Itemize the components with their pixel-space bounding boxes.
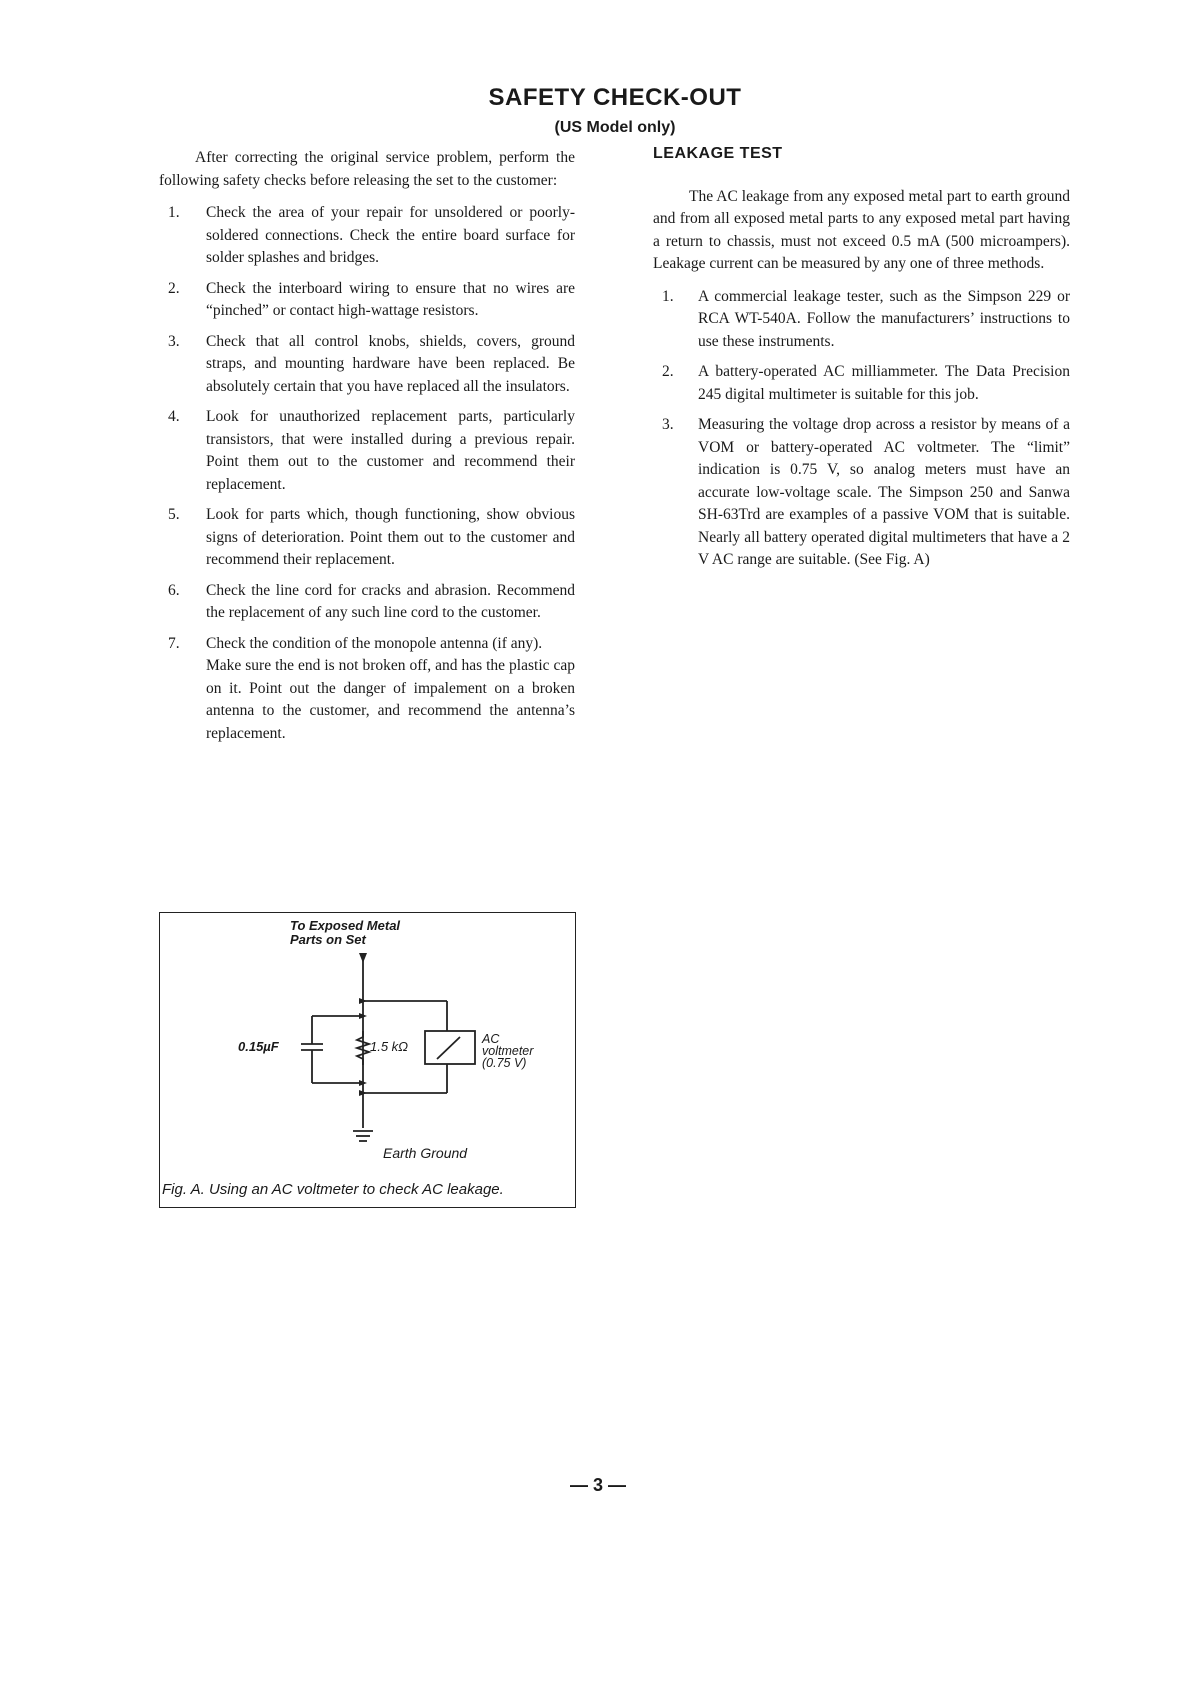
item-number: 6. xyxy=(168,581,180,599)
item-text: Check the area of your repair for unsoldered or poorly-soldered connections. Check the entire board surface for solder splashes and bridges. xyxy=(206,204,575,266)
right-intro: The AC leakage from any exposed metal part to earth ground and from all exposed metal parts to any exposed metal part having a return to chassis, must not exceed 0.5 mA (500 microampers). Leakage current can be measured by any one of three methods. xyxy=(653,187,1070,272)
item-number: 2. xyxy=(662,363,674,380)
page-number: — 3 — xyxy=(570,1475,627,1495)
leakage-methods xyxy=(653,286,1070,572)
page-subtitle: (US Model only) xyxy=(554,119,676,136)
voltmeter-label-line2: voltmeter xyxy=(482,1044,534,1058)
list-item xyxy=(159,278,575,323)
item-text: A battery-operated AC milliammeter. The Data Precision 245 digital multimeter is suitable for this job. xyxy=(698,363,1070,403)
list-item xyxy=(159,633,575,746)
item-number: 2. xyxy=(168,279,180,297)
right-column xyxy=(653,143,1070,580)
top-label-line1: To Exposed Metal xyxy=(290,918,401,933)
item-text: Look for unauthorized replacement parts, particularly transistors, that were installed during a previous repair. Point them out to the customer and recommend their replacement. xyxy=(206,408,575,493)
item-text-continued: Make sure the end is not broken off, and has the plastic cap on it. Point out the danger of impalement on a broken antenna to the customer, and recommend the antenna’s replacement. xyxy=(206,657,575,742)
safety-checklist xyxy=(159,202,575,745)
left-column xyxy=(159,147,575,753)
list-item xyxy=(159,331,575,399)
capacitor-label: 0.15µF xyxy=(238,1039,279,1054)
item-number: 4. xyxy=(168,408,180,425)
item-number: 1. xyxy=(662,287,674,305)
item-text: A commercial leakage tester, such as the Simpson 229 or RCA WT-540A. Follow the manufacturers’ instructions to use these instruments. xyxy=(698,287,1070,350)
item-number: 3. xyxy=(662,416,674,433)
top-label-line2: Parts on Set xyxy=(290,932,366,947)
item-number: 3. xyxy=(168,332,180,350)
left-intro: After correcting the original service problem, perform the following safety checks before releasing the set to the customer: xyxy=(159,149,575,189)
list-item xyxy=(653,414,1070,572)
list-item xyxy=(653,361,1070,406)
item-text: Check that all control knobs, shields, covers, ground straps, and mounting hardware have been replaced. Be absolutely certain that you have replaced all the insulators. xyxy=(206,332,575,395)
list-item xyxy=(159,504,575,572)
list-item xyxy=(159,202,575,270)
voltmeter-label-line3: (0.75 V) xyxy=(482,1056,527,1070)
item-text: Look for parts which, though functioning, show obvious signs of deterioration. Point them out to the customer and recommend their replacement. xyxy=(206,506,575,568)
item-text: Check the line cord for cracks and abrasion. Recommend the replacement of any such line cord to the customer. xyxy=(206,581,575,621)
voltmeter-needle xyxy=(437,1037,460,1059)
section-heading: LEAKAGE TEST xyxy=(653,145,783,162)
list-item xyxy=(159,580,575,625)
item-text: Measuring the voltage drop across a resistor by means of a VOM or battery-operated AC voltmeter. The “limit” indication is 0.75 V, so analog meters must have an accurate low-voltage scale. The Simpson 250 and Sanwa SH-63Trd are examples of a passive VOM that is suitable. Nearly all battery operated digital multimeters that have a 2 V AC range are suitable. (See Fig. A) xyxy=(698,416,1070,568)
figure-a xyxy=(159,912,576,1208)
item-number: 7. xyxy=(168,634,180,652)
item-number: 1. xyxy=(168,204,180,221)
list-item xyxy=(653,286,1070,354)
voltmeter-label xyxy=(482,1033,533,1069)
voltmeter-label-line1: AC xyxy=(482,1032,500,1046)
ground-label: Earth Ground xyxy=(383,1145,468,1161)
list-item xyxy=(159,406,575,496)
top-label xyxy=(290,919,400,947)
resistor-label: 1.5 kΩ xyxy=(370,1039,409,1054)
top-arrow xyxy=(359,953,367,963)
page-title: SAFETY CHECK-OUT xyxy=(488,84,742,111)
figure-caption: Fig. A. Using an AC voltmeter to check AC leakage. xyxy=(162,1181,504,1198)
item-text: Check the interboard wiring to ensure that no wires are “pinched” or contact high-wattage resistors. xyxy=(206,279,575,319)
item-number: 5. xyxy=(168,506,180,523)
item-text: Check the condition of the monopole antenna (if any). xyxy=(206,634,543,652)
